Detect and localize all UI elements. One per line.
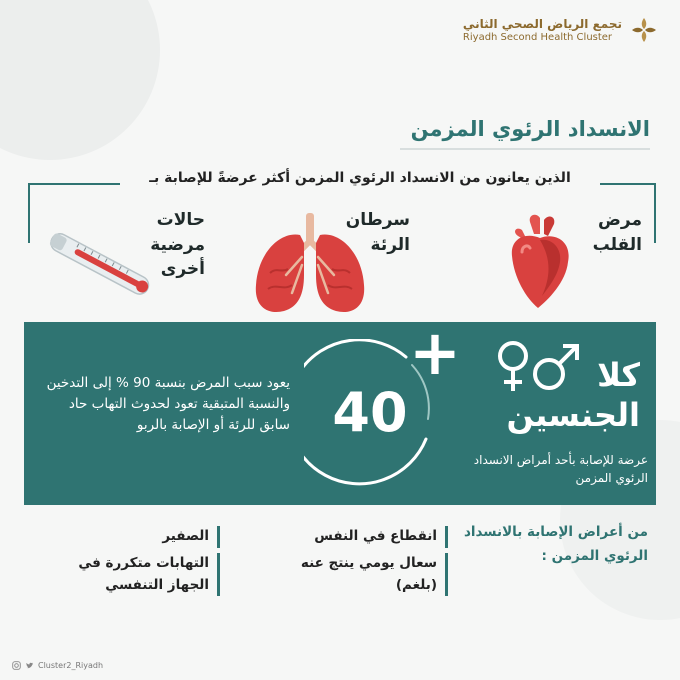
disease-label-other: حالات مرضية أخرى [150,210,205,280]
both-sexes-subtext: عرضة للإصابة بأحد أمراض الانسداد الرئوي المزمن [473,453,648,485]
logo-arabic-name: تجمع الرياض الصحي الثاني [462,17,622,31]
twitter-icon [25,661,34,670]
lungs-icon [250,213,370,317]
disease-label-lung-cancer: سرطان الرئة [345,210,410,255]
social-footer [12,661,103,670]
symptoms-heading: من أعراض الإصابة بالانسداد الرئوي المزمن : [463,524,648,564]
thermometer-icon [42,222,162,306]
risk-subtitle: الذين يعانون من الانسداد الرئوي المزمن أكثر عرضةً للإصابة بـ [120,170,600,186]
both-sexes-heading: كلا الجنسين [506,356,640,434]
instagram-icon [12,661,21,670]
title-divider [400,148,650,150]
age-stat-number: 40 [332,381,408,444]
cluster-logo [463,16,658,44]
logo-english-name: Riyadh Second Health Cluster [462,32,613,43]
heart-icon [500,212,580,312]
symptom-item: انقطاع في النفس [300,526,448,548]
cause-text: يعود سبب المرض بنسبة 90 % إلى التدخين والنسبة المتبقية تعود لحدوث التهاب حاد سابق للرئة أو الإصابة بالربو [46,375,290,433]
symptom-item: الصفير [70,526,220,548]
plus-sign: + [409,316,461,389]
social-handle: Cluster2_Riyadh [38,661,104,670]
page-title: الانسداد الرئوي المزمن [410,117,650,141]
symptom-item: التهابات متكررة في الجهاز التنفسي [40,553,220,596]
disease-label-heart: مرض القلب [592,210,642,255]
decorative-corner-shape [0,0,160,160]
symptom-item: سعال يومي ينتج عنه (بلغم) [300,553,448,596]
cluster-logo-icon [630,16,658,44]
